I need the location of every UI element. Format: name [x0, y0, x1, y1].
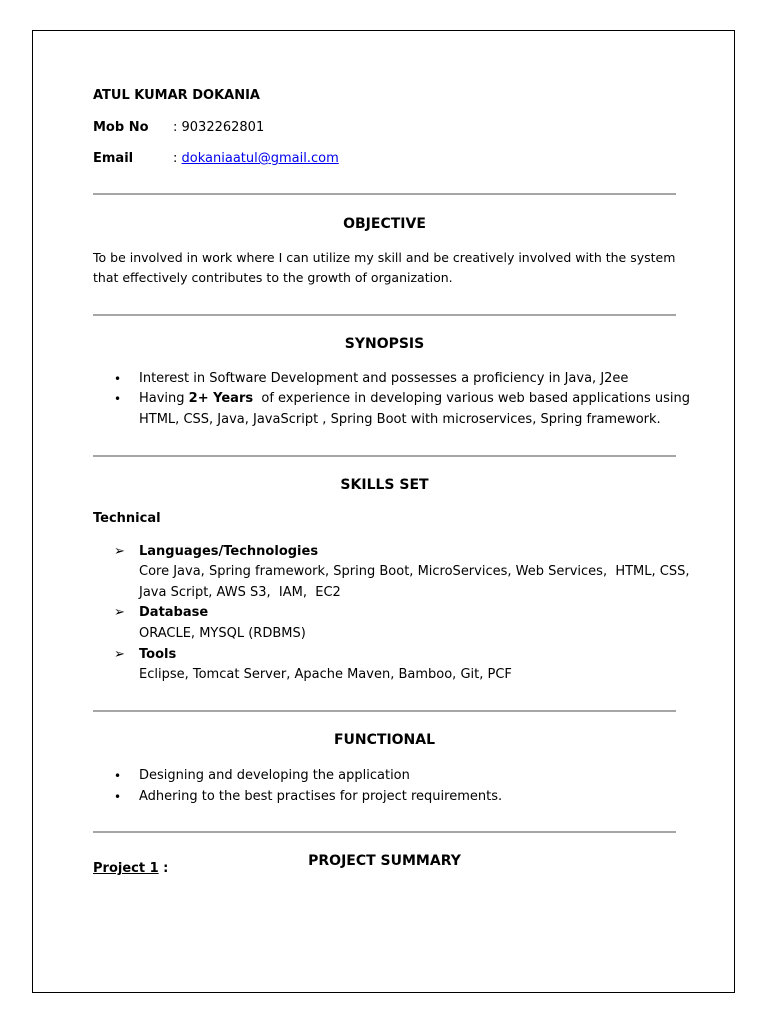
- project-summary-heading: PROJECT SUMMARY: [308, 853, 461, 869]
- synopsis-item-2-line-2: HTML, CSS, Java, JavaScript , Spring Boot with microservices, Spring framework.: [139, 412, 661, 427]
- database-value: ORACLE, MYSQL (RDBMS): [139, 626, 306, 641]
- divider-4: [93, 710, 676, 712]
- divider-2: [93, 314, 676, 316]
- languages-line-1: Core Java, Spring framework, Spring Boot, MicroServices, Web Services, HTML, CSS,: [139, 564, 690, 579]
- bullet-icon: •: [114, 769, 122, 783]
- divider-3: [93, 455, 676, 457]
- email-colon: :: [173, 151, 178, 166]
- divider-5: [93, 831, 676, 833]
- project-1-title: [93, 860, 168, 878]
- mob-value: : 9032262801: [173, 120, 265, 135]
- tools-label: Tools: [139, 647, 177, 662]
- synopsis-item-2-suffix: of experience in developing various web based applications using: [253, 391, 691, 406]
- email-row: [173, 150, 339, 168]
- email-label: Email: [93, 151, 134, 166]
- synopsis-item-2: [139, 390, 690, 408]
- mob-label: Mob No: [93, 120, 149, 135]
- languages-line-2: Java Script, AWS S3, IAM, EC2: [139, 585, 341, 600]
- functional-item-1: Designing and developing the application: [139, 768, 410, 783]
- project-1-colon: :: [158, 861, 169, 876]
- arrow-bullet-icon: ➢: [114, 605, 125, 620]
- divider-1: [93, 193, 676, 195]
- candidate-name: ATUL KUMAR DOKANIA: [93, 88, 260, 103]
- bullet-icon: •: [114, 790, 122, 804]
- functional-item-2: Adhering to the best practises for project requirements.: [139, 789, 503, 804]
- skills-heading: SKILLS SET: [340, 477, 429, 493]
- synopsis-heading: SYNOPSIS: [344, 336, 425, 352]
- skills-subheading: Technical: [93, 511, 161, 526]
- tools-value: Eclipse, Tomcat Server, Apache Maven, Bamboo, Git, PCF: [139, 667, 512, 682]
- objective-line-2: that effectively contributes to the growth of organization.: [93, 270, 453, 285]
- database-label: Database: [139, 605, 209, 620]
- synopsis-item-2-prefix: Having: [139, 391, 189, 406]
- functional-heading: FUNCTIONAL: [333, 732, 436, 748]
- arrow-bullet-icon: ➢: [114, 544, 125, 559]
- synopsis-item-1: Interest in Software Development and possesses a proficiency in Java, J2ee: [139, 371, 629, 386]
- objective-line-1: To be involved in work where I can utilize my skill and be creatively involved with the system: [93, 250, 676, 265]
- experience-years: 2+ Years: [188, 391, 254, 406]
- bullet-icon: •: [114, 392, 122, 406]
- objective-heading: OBJECTIVE: [343, 216, 426, 232]
- languages-label: Languages/Technologies: [139, 544, 319, 559]
- project-1-label: Project 1: [93, 861, 159, 876]
- bullet-icon: •: [114, 372, 122, 386]
- email-link[interactable]: dokaniaatul@gmail.com: [181, 151, 339, 166]
- arrow-bullet-icon: ➢: [114, 647, 125, 662]
